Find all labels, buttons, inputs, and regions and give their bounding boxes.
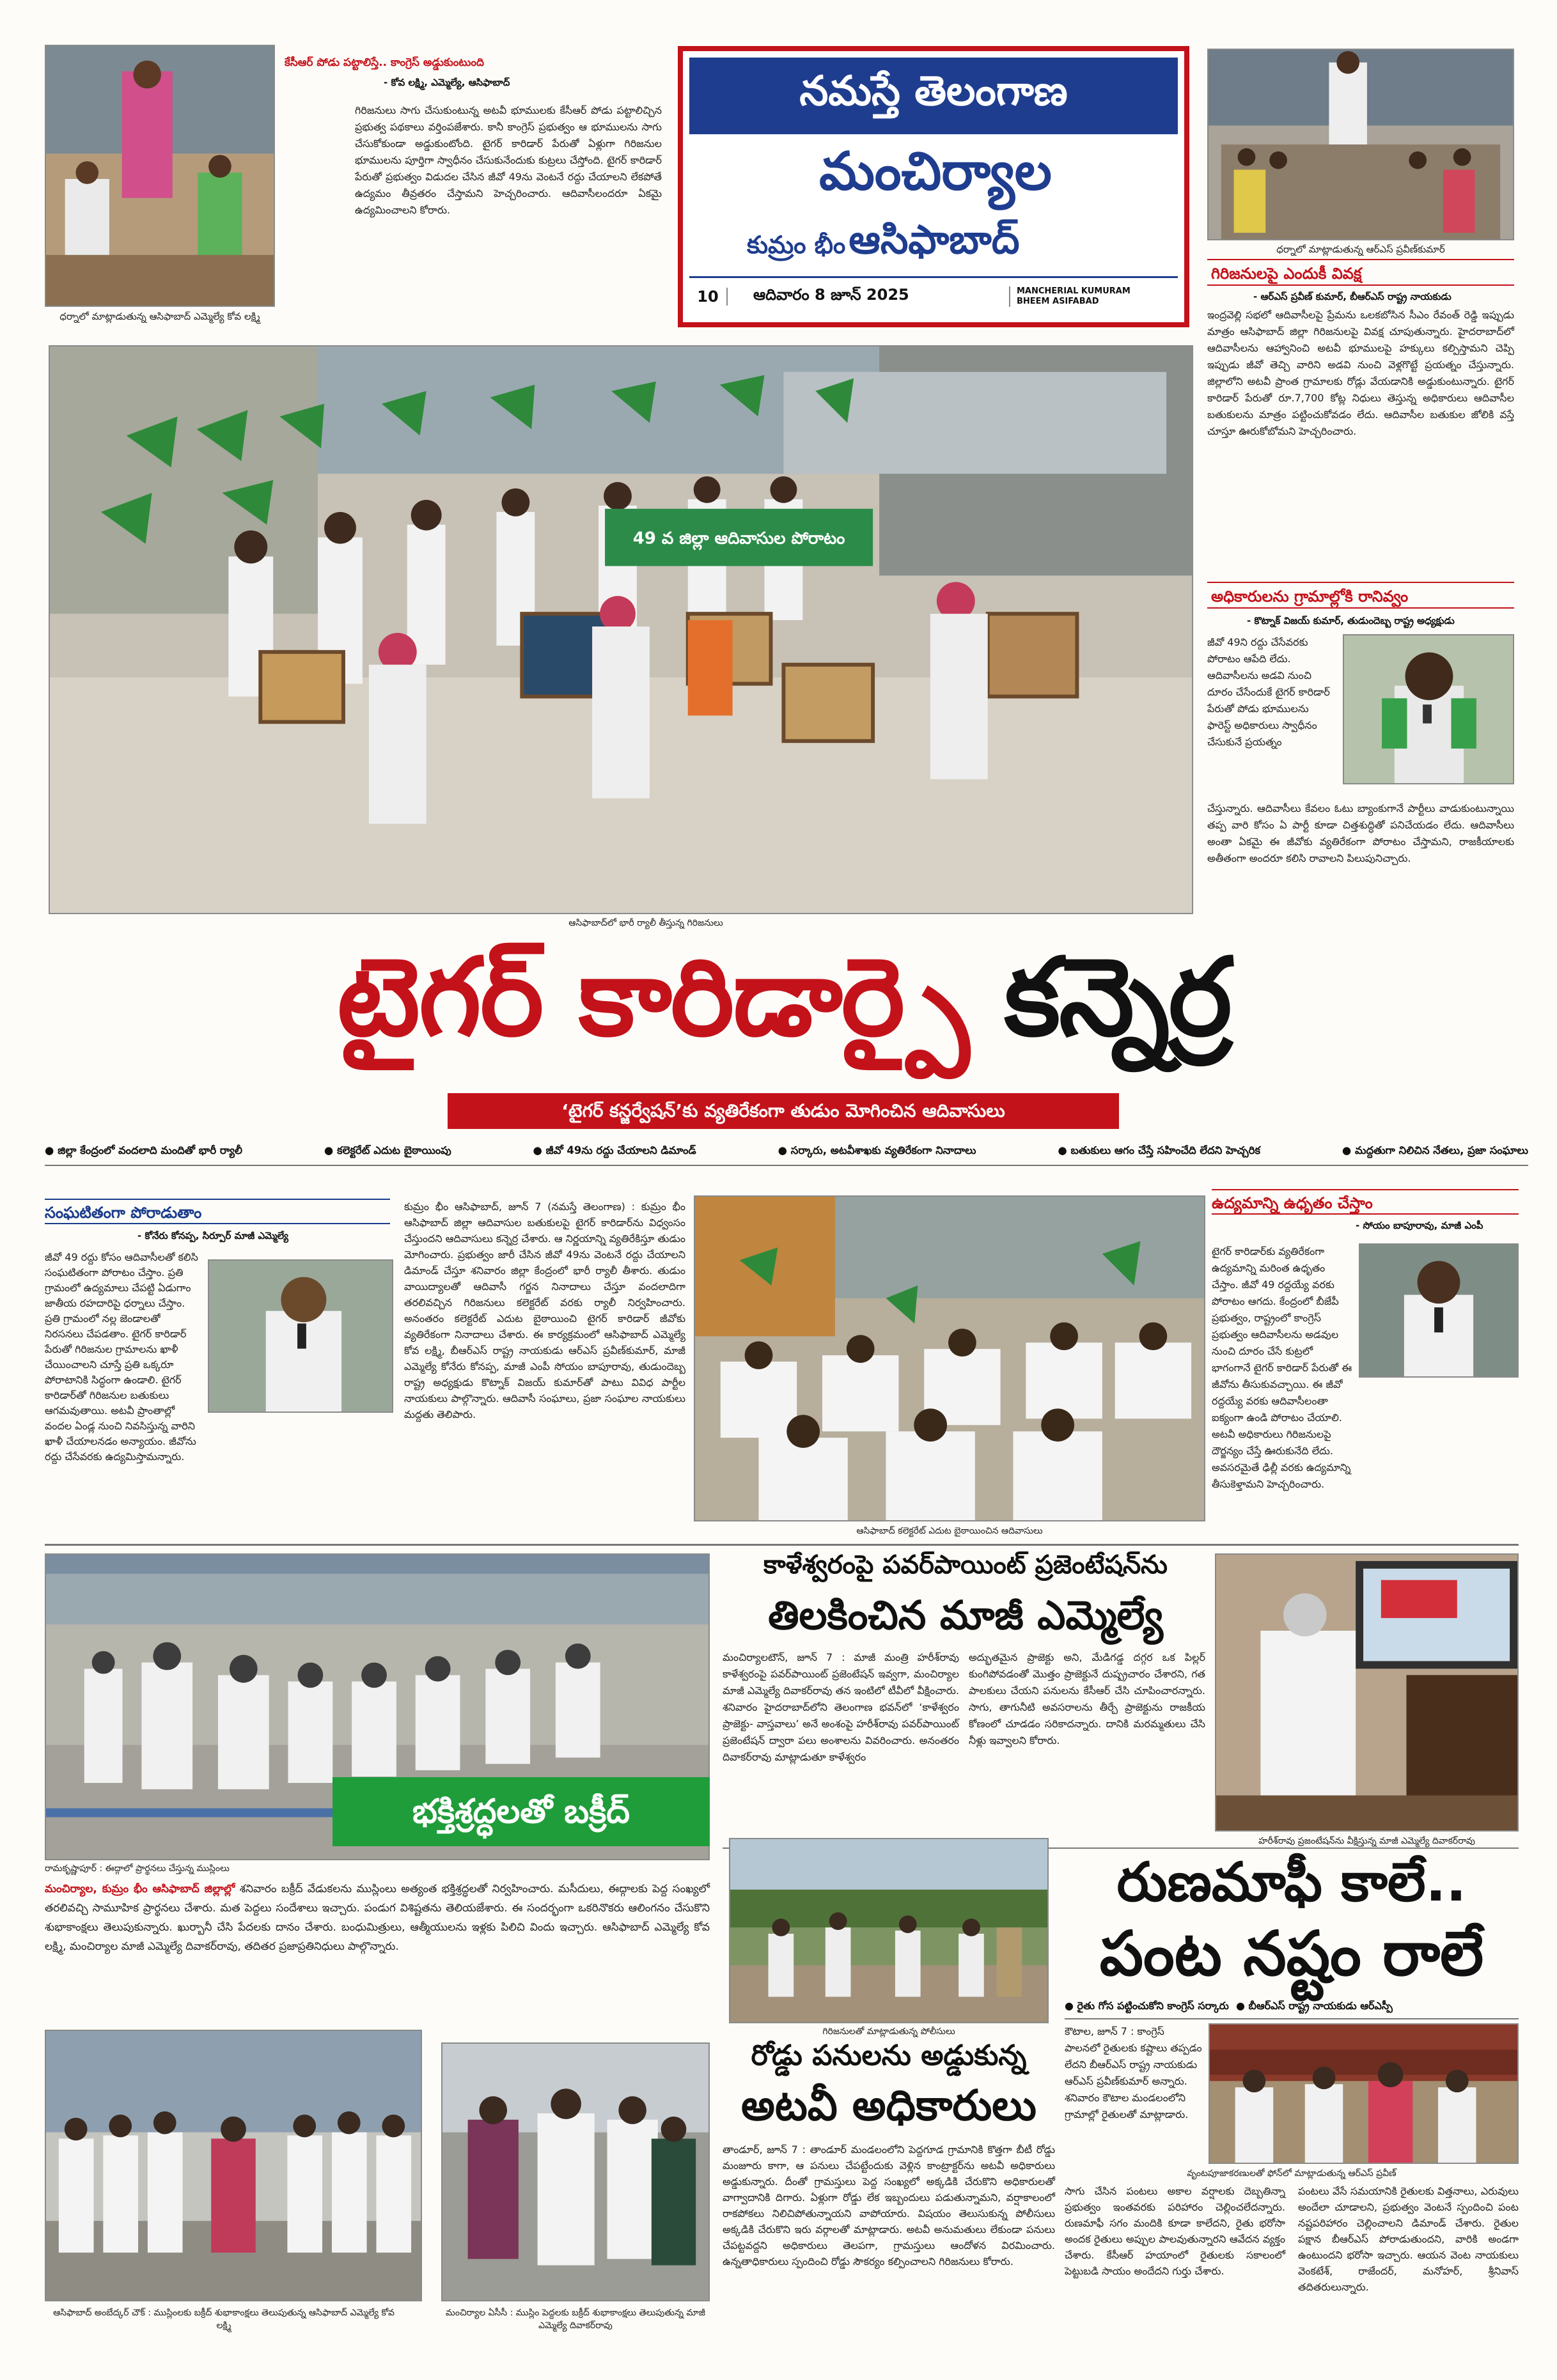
kaleshwaram-headline: తిలకించిన మాజీ ఎమ్మెల్యే bbox=[768, 1592, 1163, 1638]
loan-body-left: సాగు చేసిన పంటలు అకాల వర్షాలకు దెబ్బతిన్నా ప్రభుత్వం ఇంతవరకు పరిహారం చెల్లించలేదన్నారు. రుణమాఫీ సగం మందికి కూడా కాలేదని, రైతు భరోసా అందక రైతులు అప్పుల పాలవుతున్నారని ఆవేదన వ్యక్తం చేశారు. కేసీఆర్ హయాంలో రైతులకు సకాలంలో పెట్టుబడి సాయం అందేదని గుర్తు చేశారు. bbox=[1065, 2185, 1285, 2277]
konappa-photo bbox=[208, 1259, 393, 1413]
rs-praveen-kicker: గిరిజనులపై ఎందుకీ వివక్ష bbox=[1207, 259, 1514, 286]
loan-body-top: కౌటాల, జూన్ 7 : కాంగ్రెస్ పాలనలో రైతులకు కష్టాలు తప్పడం లేదని బీఆర్‌ఎస్ రాష్ట్ర నాయకుడు ఆర్‌ఎస్ ప్రవీణ్‌కుమార్ అన్నారు. శనివారం కౌటాల మండలంలోని గ్రామాల్లో రైతులతో మాట్లాడారు. bbox=[1065, 2025, 1202, 2120]
kaleshwaram-caption: హరీశ్‌రావు ప్రజంటేషన్‌ను వీక్షిస్తున్న మాజీ ఎమ్మెల్యే దివాకర్‌రావు bbox=[1258, 1836, 1475, 1846]
kova-laxmi-photo bbox=[45, 45, 275, 307]
main-headline-black: పై కన్నెర్ర bbox=[967, 935, 1231, 1060]
main-bullets bbox=[45, 1144, 1528, 1166]
vijay-kumar-body-b: చేస్తున్నారు. ఆదివాసీలు కేవలం ఓటు బ్యాంకుగానే పార్టీలు వాడుకుంటున్నాయి తప్ప వారి కోసం ఏ పార్టీ కూడా చిత్తశుద్ధితో పనిచేయడం లేదు. ఆదివాసీలు అంతా ఏకమై ఈ జీవోకు వ్యతిరేకంగా పోరాటం చేస్తామని, రాజకీయాలకు అతీతంగా అందరూ కలిసి రావాలని పిలుపునిచ్చారు. bbox=[1207, 802, 1514, 864]
kaleshwaram-kicker: కాళేశ్వరంపై పవర్‌పాయింట్ ప్రజెంటేషన్‌ను bbox=[763, 1550, 1168, 1580]
collectorate-caption: ఆసిఫాబాద్ కలెక్టరేట్ ఎదుట బైఠాయించిన ఆదివాసులు bbox=[856, 1526, 1043, 1536]
masthead-banner-text: నమస్తే తెలంగాణ bbox=[799, 67, 1068, 115]
bakrid-body bbox=[45, 1879, 710, 1998]
roads-kicker: రోడ్డు పనులను అడ్డుకున్న bbox=[751, 2039, 1027, 2072]
masthead-sub-small: కుమ్రం భీం bbox=[747, 230, 846, 259]
roads-headline: అటవీ అధికారులు bbox=[741, 2081, 1037, 2130]
loan-headline-2: పంట నష్టం రాలే bbox=[1099, 1918, 1484, 1989]
loan-headline-1: రుణమాఫీ కాలే.. bbox=[1116, 1851, 1467, 1913]
main-headline bbox=[49, 930, 1519, 1071]
rs-praveen-photo bbox=[1207, 49, 1514, 240]
main-story-body: కుమ్రం భీం ఆసిఫాబాద్, జూన్ 7 (నమస్తే తెలంగాణ) : కుమ్రం భీం ఆసిఫాబాద్ జిల్లా ఆదివాసుల బతుకులపై టైగర్ కారిడార్‌ను విధ్వంసం చేస్తుందని ఆదివాసులు కన్నెర్ర చేశారు. ఆ నిర్ణయాన్ని వ్యతిరేకిస్తూ తుడుం మోగించారు. ప్రభుత్వం జారీ చేసిన జీవో 49ను వెంటనే రద్దు చేయాలని డిమాండ్ చేస్తూ శనివారం జిల్లా కేంద్రంలో భారీ ర్యాలీ తీశారు. తుడుం వాయిద్యాలతో ఆదివాసీ గర్జన నినాదాలు చేస్తూ వందలాదిగా తరలివచ్చిన గిరిజనులు కలెక్టరేట్ వరకు ర్యాలీ నిర్వహించారు. అనంతరం కలెక్టరేట్ ఎదుట బైఠాయించి టైగర్ కారిడార్ జీవోకు వ్యతిరేకంగా నినాదాలు చేశారు. ఈ కార్యక్రమంలో ఆసిఫాబాద్ ఎమ్మెల్యే కోవ లక్ష్మి, బీఆర్‌ఎస్ రాష్ట్ర నాయకుడు ఆర్‌ఎస్ ప్రవీణ్‌కుమార్, మాజీ ఎమ్మెల్యే కోనేరు కోనప్ప, మాజీ ఎంపీ సోయం బాపూరావు, తుడుందెబ్బ రాష్ట్ర అధ్యక్షుడు కొట్నాక్ విజయ్ కుమార్‌తో పాటు వివిధ పార్టీల నాయకులు పాల్గొన్నారు. ఆదివాసీ సంఘాలు, ప్రజా సంఘాల నాయకులు మద్దతు తెలిపారు. bbox=[404, 1201, 685, 1420]
soyam-photo bbox=[1359, 1243, 1519, 1378]
bakrid-diwakar-caption: మంచిర్యాల ఏసీసీ : ముస్లిం పెద్దలకు బక్రీద్ శుభాకాంక్షలు తెలుపుతున్న మాజీ ఎమ్మెల్యే దివాకర్‌రావు bbox=[446, 2308, 705, 2331]
loan-body-right: పంటలు వేసే సమయానికి రైతులకు విత్తనాలు, ఎరువులు అందేలా చూడాలని, ప్రభుత్వం వెంటనే స్పందించి పంట నష్టపరిహారం చెల్లించాలని డిమాండ్ చేశారు. రైతుల పక్షాన బీఆర్‌ఎస్ పోరాడుతుందని, వారికి అండగా ఉంటుందని భరోసా ఇచ్చారు. ఆయన వెంట నాయకులు వెంకటేశ్, రాజేందర్, మనోహర్, శ్రీనివాస్ తదితరులున్నారు. bbox=[1298, 2185, 1519, 2293]
masthead-banner bbox=[689, 58, 1178, 134]
bullet-2: ● కలెక్టరేట్ ఎదుట బైఠాయింపు bbox=[324, 1144, 451, 1156]
kaleshwaram-body-left: మంచిర్యాలటౌన్, జూన్ 7 : మాజీ మంత్రి హరీశ్‌రావు కాళేశ్వరంపై పవర్‌పాయింట్ ప్రజెంటేషన్ ఇవ్వగా, మంచిర్యాల మాజీ ఎమ్మెల్యే దివాకర్‌రావు తన ఇంటిలో టీవీలో వీక్షించారు. శనివారం హైదరాబాద్‌లోని తెలంగాణ భవన్‌లో ‘కాళేశ్వరం ప్రాజెక్టు- వాస్తవాలు’ అనే అంశంపై హరీశ్‌రావు పవర్‌పాయింట్ ప్రజెంటేషన్ ద్వారా పలు అంశాలను వివరించారు. అనంతరం దివాకర్‌రావు మాట్లాడుతూ కాళేశ్వరం bbox=[723, 1651, 959, 1763]
kova-laxmi-kicker: కేసీఆర్ పోడు పట్టాలిస్తే.. కాంగ్రెస్ అడ్డుకుంటుంది bbox=[285, 56, 484, 69]
collectorate-photo bbox=[694, 1195, 1205, 1521]
masthead-dateline bbox=[689, 276, 1178, 315]
rs-praveen-byline: - ఆర్‌ఎస్ ప్రవీణ్ కుమార్, బీఆర్‌ఎస్ రాష్ట్ర నాయకుడు bbox=[1253, 291, 1451, 302]
bakrid-kova-photo bbox=[45, 2030, 422, 2301]
bakrid-body-text: శనివారం బక్రీద్ వేడుకలను ముస్లింలు అత్యంత భక్తిశ్రద్ధలతో నిర్వహించారు. మసీదులు, ఈద్గాలకు పెద్ద సంఖ్యలో తరలివచ్చి సామూహిక ప్రార్థనలు చేశారు. మత పెద్దలు సందేశాలు ఇచ్చారు. పండుగ విశిష్టతను తెలియజేశారు. ఈ సందర్భంగా ఒకరినొకరు ఆలింగనం చేసుకొని శుభాకాంక్షలు తెలుపుకున్నారు. ఖుర్బానీ చేసి పేదలకు దానం చేశారు. బంధుమిత్రులు, ఆత్మీయులను ఇళ్లకు పిలిచి విందు ఇచ్చారు. ఆసిఫాబాద్ ఎమ్మెల్యే కోవ లక్ష్మి, మంచిర్యాల మాజీ ఎమ్మెల్యే దివాకర్‌రావు, తదితర ప్రజాప్రతినిధులు పాల్గొన్నారు. bbox=[45, 1883, 710, 1953]
roads-photo bbox=[729, 1838, 1049, 2023]
vijay-kumar-photo bbox=[1343, 634, 1514, 784]
bakrid-lead: మంచిర్యాల, కుమ్రం భీం ఆసిఫాబాద్ జిల్లాల్లో bbox=[45, 1883, 235, 1895]
bullet-1: ● జిల్లా కేంద్రంలో వందలాది మందితో భారీ ర్యాలీ bbox=[45, 1144, 243, 1156]
bullet-4: ● సర్కారు, అటవీశాఖకు వ్యతిరేకంగా నినాదాలు bbox=[778, 1144, 976, 1156]
loan-bullet-1: రైతు గోస పట్టించుకోని కాంగ్రెస్ సర్కారు bbox=[1077, 2000, 1229, 2012]
page-number: 10 bbox=[689, 288, 728, 306]
masthead-district: మంచిర్యాల bbox=[819, 141, 1052, 202]
soyam-byline: - సోయం బాపూరావు, మాజీ ఎంపీ bbox=[1356, 1220, 1483, 1231]
masthead-sub-big: ఆసిఫాబాద్ bbox=[849, 216, 1020, 263]
soyam-body: టైగర్ కారిడార్‌కు వ్యతిరేకంగా ఉద్యమాన్ని మరింత ఉధృతం చేస్తాం. జీవో 49 రద్దయ్యే వరకు పోరాటం ఆగదు. కేంద్రంలో బీజేపీ ప్రభుత్వం, రాష్ట్రంలో కాంగ్రెస్ ప్రభుత్వం ఆదివాసీలను అడవుల నుంచి దూరం చేసే కుట్రలో భాగంగానే టైగర్ కారిడార్ పేరుతో ఈ జీవోను తీసుకువచ్చాయి. ఈ జీవో రద్దయ్యే వరకు ఆదివాసీలంతా ఐక్యంగా ఉండి పోరాటం చేయాలి. అటవీ అధికారులు గిరిజనులపై దౌర్జన్యం చేస్తే ఊరుకునేది లేదు. అవసరమైతే ఢిల్లీ వరకు ఉద్యమాన్ని తీసుకెళ్తామని హెచ్చరించారు. bbox=[1212, 1245, 1352, 1490]
loan-photo-caption: వృంటపూజాకరణులతో ఫోన్‌లో మాట్లాడుతున్న ఆర్‌ఎస్ ప్రవీణ్ bbox=[1187, 2168, 1397, 2179]
masthead bbox=[678, 46, 1189, 327]
roads-body: తాండూర్, జూన్ 7 : తాండూర్ మండలంలోని పెద్దగూడ గ్రామానికి కొత్తగా బీటీ రోడ్డు మంజూరు కాగా, ఆ పనులు చేపట్టేందుకు వెళ్లిన కాంట్రాక్టర్‌ను అటవీ అధికారులు అడ్డుకున్నారు. దీంతో గ్రామస్తులు పెద్ద సంఖ్యలో అక్కడికి చేరుకొని అధికారులతో వాగ్వాదానికి దిగారు. ఏళ్లుగా రోడ్డు లేక ఇబ్బందులు పడుతున్నామని, వర్షాకాలంలో రాకపోకలు నిలిచిపోతున్నాయని వాపోయారు. విషయం తెలుసుకున్న పోలీసులు అక్కడికి చేరుకొని ఇరు వర్గాలతో మాట్లాడారు. అటవీ అనుమతులు లేకుండా పనులు చేపట్టవద్దని అధికారులు తెలపగా, గ్రామస్తులు ఆందోళన విరమించారు. ఉన్నతాధికారులు స్పందించి రోడ్డు సౌకర్యం కల్పించాలని గిరిజనులు కోరారు. bbox=[723, 2143, 1055, 2267]
soyam-body-b bbox=[1212, 1381, 1519, 1534]
rally-banner-text: 49 వ జిల్లా ఆదివాసుల పోరాటం bbox=[632, 529, 845, 548]
konappa-kicker: సంఘటితంగా పోరాడుతాం bbox=[45, 1199, 390, 1224]
main-deck: ‘టైగర్ కన్జర్వేషన్’కు వ్యతిరేకంగా తుడుం మోగించిన ఆదివాసులు bbox=[448, 1093, 1119, 1129]
roads-photo-caption: గిరిజనులతో మాట్లాడుతున్న పోలీసులు bbox=[822, 2026, 955, 2037]
bakrid-photo-caption: రామకృష్ణాపూర్ : ఈద్గాలో ప్రార్థనలు చేస్తున్న ముస్లింలు bbox=[45, 1863, 230, 1874]
masthead-date: ఆదివారం 8 జూన్ 2025 bbox=[753, 285, 909, 304]
masthead-sub-district bbox=[747, 216, 1169, 272]
divider bbox=[45, 1544, 1519, 1546]
rs-praveen-caption: ధర్నాలో మాట్లాడుతున్న ఆర్‌ఎస్ ప్రవీణ్‌కుమార్ bbox=[1276, 244, 1445, 255]
bullet-5: ● బతుకులు ఆగం చేస్తే సహించేది లేదని హెచ్చరిక bbox=[1058, 1144, 1261, 1156]
loan-bullet-2: బీఆర్‌ఎస్ రాష్ట్ర నాయకుడు ఆర్‌ఎస్పీ bbox=[1248, 2000, 1393, 2012]
konappa-body-a: జీవో 49 రద్దు కోసం ఆదివాసీలతో కలిసి సంఘటితంగా పోరాటం చేస్తాం. ప్రతి గ్రామంలో ఉద్యమాలు చేపట్టి ఏడుగాం జాతీయ రహదారిపై ధర్నాలు చేస్తాం. ప్రతి గ్రామంలో నల్ల జెండాలతో నిరసనలు చేపడతాం. టైగర్ కారిడార్ పేరుతో గిరిజనుల గ్రామాలను ఖాళీ చేయించాలని చూస్తే ప్రతి ఒక్కరూ పోరాటానికి సిద్ధంగా ఉండాలి. టైగర్ కారిడార్‌తో గిరిజనుల బతుకులు ఆగమవుతాయి. అటవీ ప్రాంతాల్లో వందల ఏండ్ల నుంచి నివసిస్తున్న వారిని ఖాళీ చేయాలనడం అన్యాయం. జీవోను రద్దు చేసేవరకు ఉద్యమిస్తామన్నారు. bbox=[45, 1251, 198, 1463]
vijay-kumar-byline: - కొట్నాక్ విజయ్ కుమార్, తుడుందెబ్బ రాష్ట్ర అధ్యక్షుడు bbox=[1247, 615, 1455, 626]
vijay-kumar-body-a: జీవో 49ని రద్దు చేసేవరకు పోరాటం ఆపేది లేదు. ఆదివాసీలను అడవి నుంచి దూరం చేసేందుకే టైగర్ కారిడార్ పేరుతో పోడు భూములను ఫారెస్ట్ అధికారులు స్వాధీనం చేసుకునే ప్రయత్నం bbox=[1207, 636, 1330, 748]
bullet-6: ● మద్దతుగా నిలిచిన నేతలు, ప్రజా సంఘాలు bbox=[1342, 1144, 1528, 1156]
bakrid-headline: భక్తిశ్రద్ధలతో బక్రీద్ bbox=[333, 1777, 710, 1846]
bakrid-kova-caption: ఆసిఫాబాద్ అంబేద్కర్ చౌక్ : ముస్లింలకు బక్రీద్ శుభాకాంక్షలు తెలుపుతున్న ఆసిఫాబాద్ ఎమ్మెల్యే కోవ లక్ష్మి bbox=[53, 2308, 395, 2331]
rs-praveen-body: ఇంద్రవెల్లి సభలో ఆదివాసీలపై ప్రేమను ఒలకబోసిన సీఎం రేవంత్ రెడ్డి ఇప్పుడు మాత్రం ఆసిఫాబాద్ జిల్లా గిరిజనులపై వివక్ష చూపుతున్నారు. హైదరాబాద్‌లో ఆదివాసీలను ఆహ్వానించి అటవీ భూములపై హక్కులు కల్పిస్తామని చెప్పి ఇప్పుడు జీవో తెచ్చి వారిని అడవి నుంచి వెళ్లగొట్టే ప్రయత్నం చేస్తున్నారు. జిల్లాలోని అటవీ ప్రాంత గ్రామాలకు రోడ్లు వేయడానికి అడ్డుకుంటున్నారు. టైగర్ కారిడార్ పేరుతో రూ.7,700 కోట్ల నిధులు తెస్తున్న అధికారులు ఆదివాసీల బతుకులను మాత్రం పట్టించుకోవడం లేదు. ఆదివాసీల బతుకుల జోలికి వస్తే చూస్తూ ఊరుకోబోమని హెచ్చరించారు. bbox=[1207, 309, 1514, 437]
bakrid-diwakar-photo bbox=[441, 2042, 710, 2301]
bullet-3: ● జీవో 49ను రద్దు చేయాలని డిమాండ్ bbox=[533, 1144, 696, 1156]
loan-photo bbox=[1209, 2023, 1519, 2164]
kova-laxmi-caption: ధర్నాలో మాట్లాడుతున్న ఆసిఫాబాద్ ఎమ్మెల్యే కోవ లక్ష్మి bbox=[59, 311, 260, 322]
vijay-kumar-kicker: అధికారులను గ్రామాల్లోకి రానివ్వం bbox=[1207, 582, 1514, 609]
rally-photo bbox=[49, 345, 1193, 914]
rally-caption: ఆసిఫాబాద్‌లో భారీ ర్యాలీ తీస్తున్న గిరిజనులు bbox=[568, 918, 723, 928]
kaleshwaram-photo bbox=[1215, 1553, 1519, 1832]
soyam-kicker: ఉద్యమాన్ని ఉధృతం చేస్తాం bbox=[1212, 1189, 1519, 1215]
kova-laxmi-byline: - కోవ లక్ష్మి, ఎమ్మెల్యే, ఆసిఫాబాద్ bbox=[384, 77, 510, 88]
masthead-editions: MANCHERIAL KUMURAM BHEEM ASIFABAD bbox=[1009, 286, 1137, 307]
konappa-byline: - కోనేరు కోనప్ప, సిర్పూర్ మాజీ ఎమ్మెల్యే bbox=[137, 1230, 289, 1241]
main-headline-red: టైగర్ కారిడార్ bbox=[337, 935, 968, 1060]
kova-laxmi-body: గిరిజనులు సాగు చేసుకుంటున్న అటవీ భూములకు కేసీఆర్ పోడు పట్టాలిచ్చిన ప్రభుత్వ పథకాలు వర్తింపజేశారు. కానీ కాంగ్రెస్ ప్రభుత్వం ఆ భూములను సాగు చేసుకోకుండా అడ్డుకుంటోంది. టైగర్ కారిడార్ పేరుతో ఏళ్లుగా గిరిజనుల భూములను పూర్తిగా స్వాధీనం చేసుకునేందుకు కుట్రలు చేస్తోంది. టైగర్ కారిడార్ పేరుతో ప్రభుత్వం విడుదల చేసిన జీవో 49ను వెంటనే రద్దు చేయాలని లేకపోతే ఉద్యమం తీవ్రతరం చేస్తామని హెచ్చరించారు. ఆదివాసీలందరూ ఏకమై ఉద్యమించాలని కోరారు. bbox=[355, 104, 662, 216]
loan-bullets: ● రైతు గోస పట్టించుకోని కాంగ్రెస్ సర్కారు ● బీఆర్‌ఎస్ రాష్ట్ర నాయకుడు ఆర్‌ఎస్పీ bbox=[1065, 2000, 1519, 2019]
kaleshwaram-body-right: అద్భుతమైన ప్రాజెక్టు అని, మేడిగడ్డ దగ్గర ఒక పిల్లర్ కుంగిపోవడంతో మొత్తం ప్రాజెక్టునే దుష్ప్రచారం చేశారని, గత పాలకులు చేయని పనులను కేసీఆర్ చేసి చూపించారన్నారు. సాగు, తాగునీటి అవసరాలను తీర్చే ప్రాజెక్టును రాజకీయ కోణంలో చూడడం సరికాదన్నారు. దానికి మరమ్మతులు చేసి నీళ్లు ఇవ్వాలని కోరారు. bbox=[969, 1651, 1205, 1746]
